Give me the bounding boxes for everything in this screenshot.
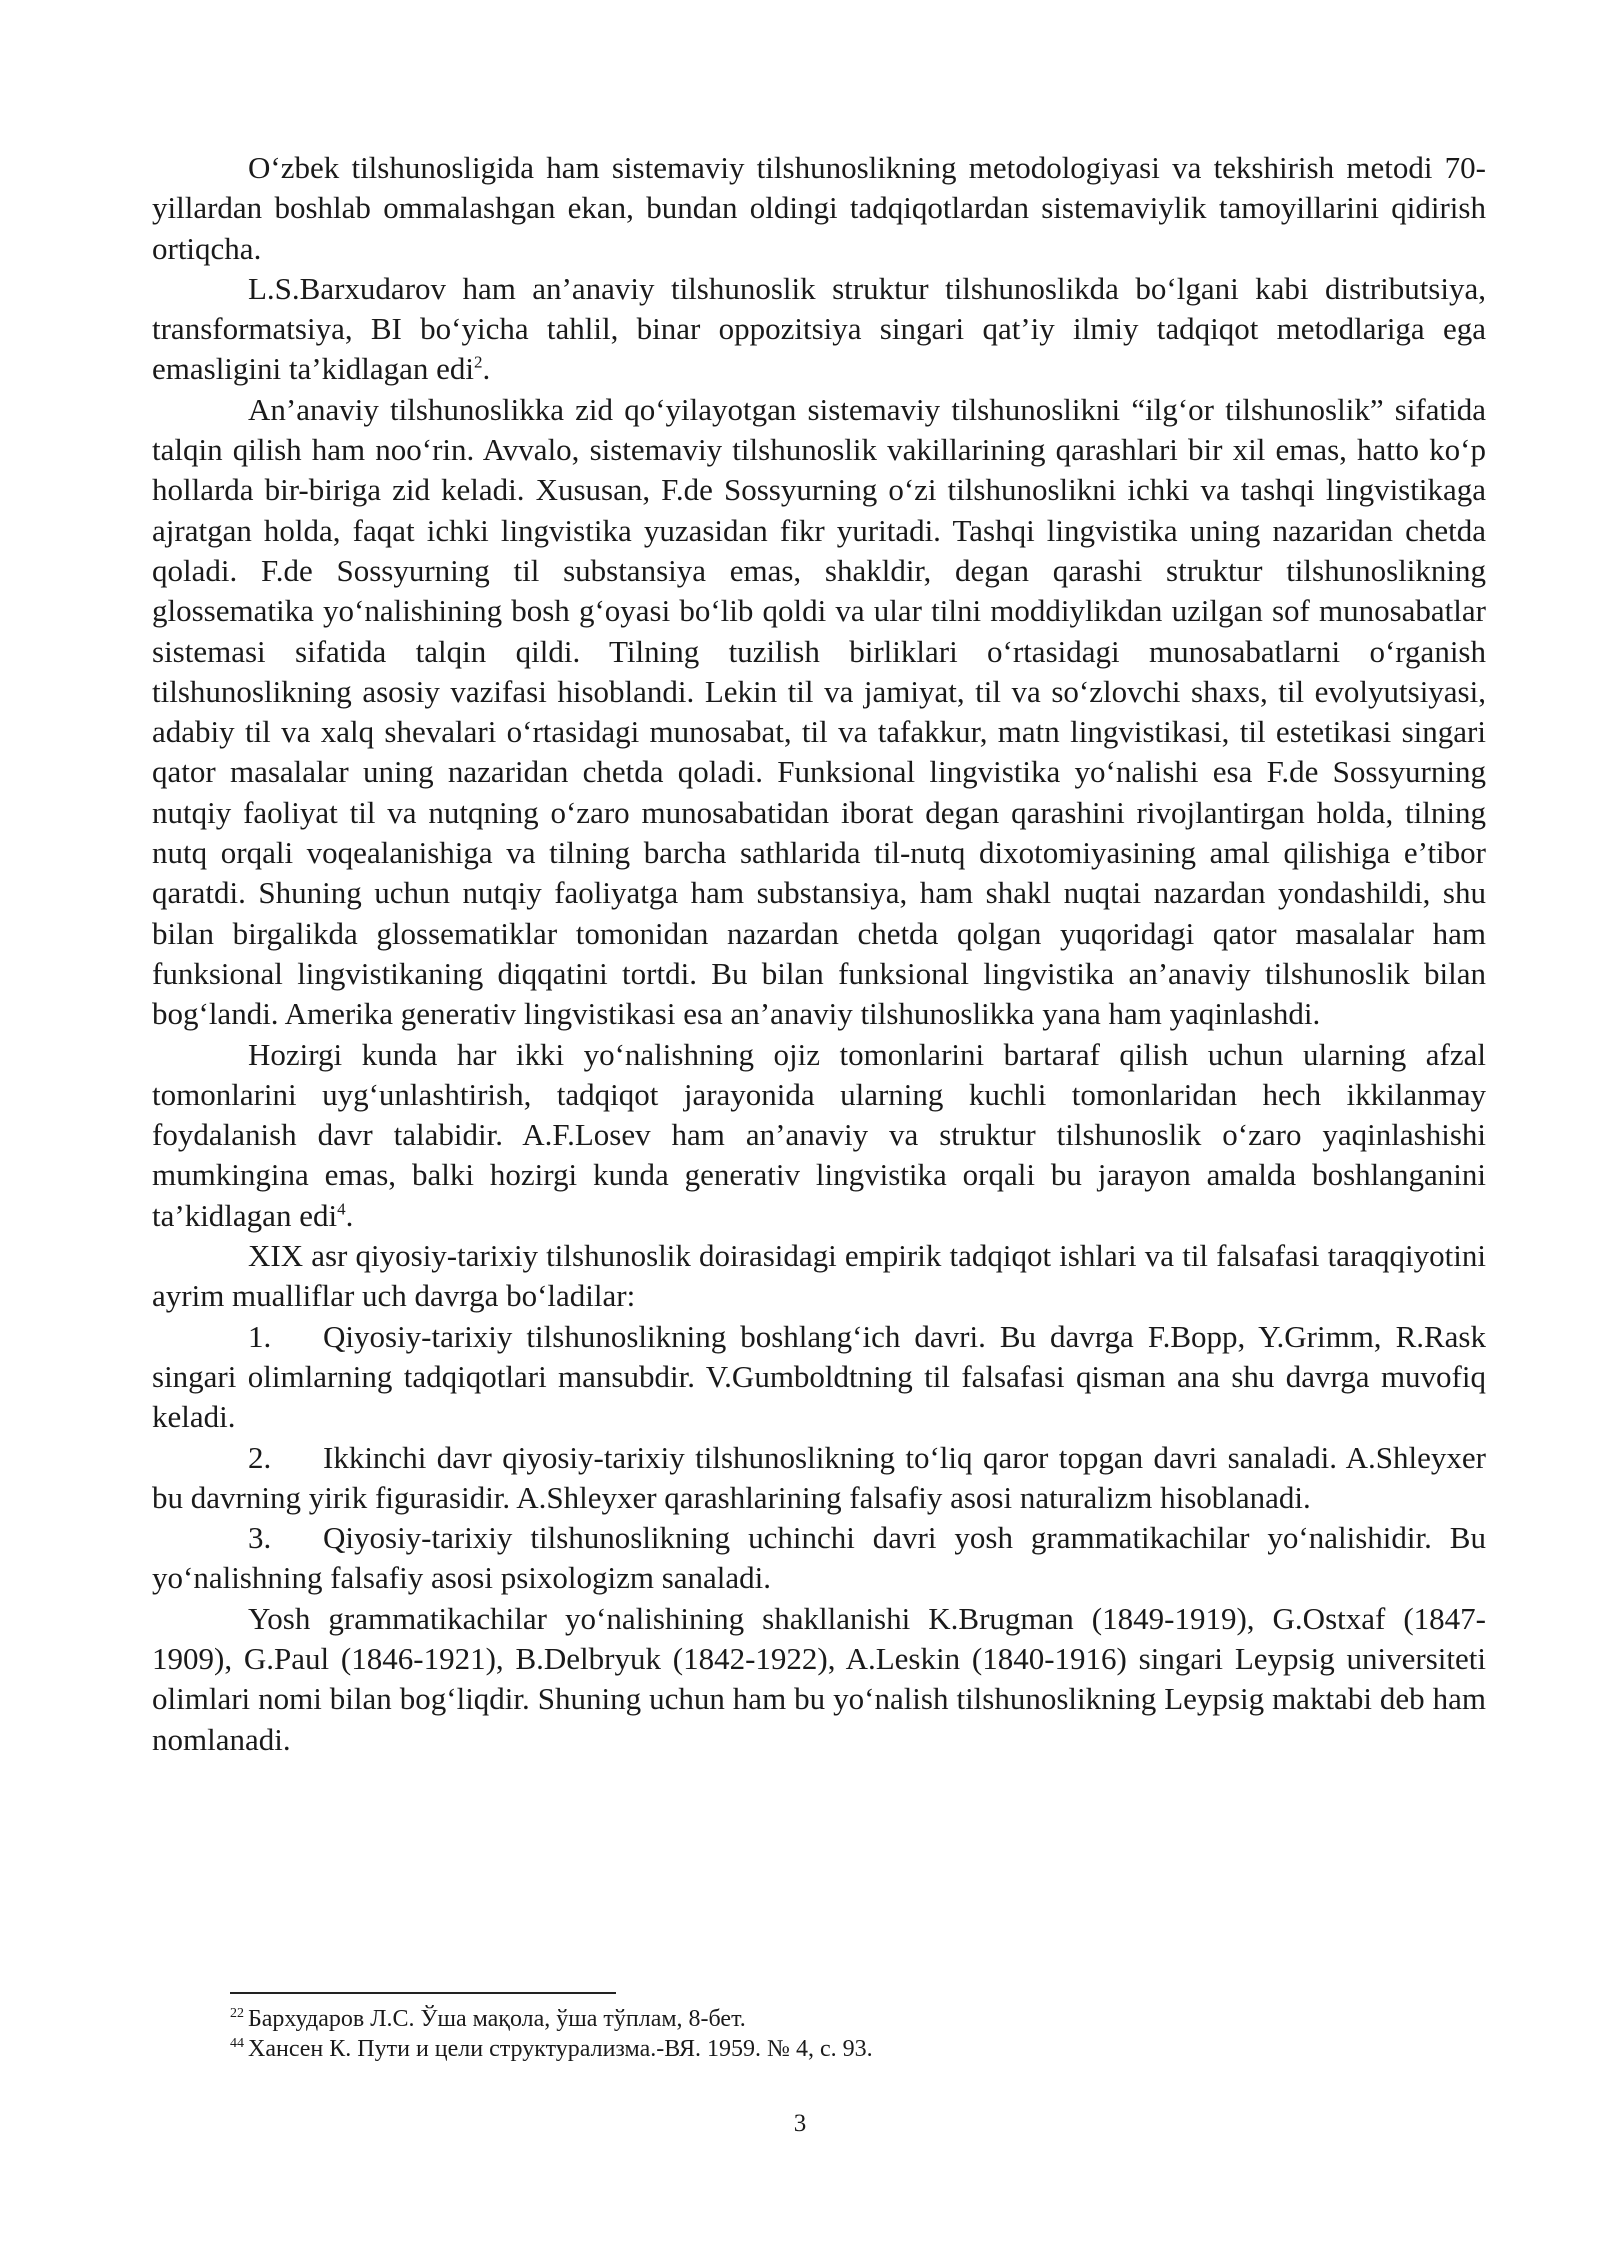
footnote-reference-4: 4 bbox=[337, 1199, 346, 1219]
footnote-1-mark: 22 bbox=[230, 2006, 244, 2021]
paragraph-2-text: L.S.Barxudarov ham an’anaviy tilshunoslik struktur tilshunoslikda bo‘lgani kabi distributsiya, transformatsiya, BI bo‘yicha tahlil, binar oppozitsiya singari qat’iy ilmiy tadqiqot metodlariga ega emasligini ta’kidlagan edi bbox=[152, 270, 1486, 387]
footnote-2-mark: 44 bbox=[230, 2036, 244, 2051]
list-item-3-text: Qiyosiy-tarixiy tilshunoslikning uchinchi davri yosh grammatikachilar yo‘nalishidir. Bu yo‘nalishning falsafiy asosi psixologizm sanaladi. bbox=[152, 1520, 1486, 1596]
paragraph-1 bbox=[152, 148, 1486, 269]
paragraph-4-text: Hozirgi kunda har ikki yo‘nalishning ojiz tomonlarini bartaraf qilish uchun ularning afzal tomonlarini uyg‘unlashtirish, tadqiqot jarayonida ularning kuchli tomonlaridan hech ikkilanmay foydalanish davr talabidir. A.F.Losev ham an’anaviy va struktur tilshunoslik o‘zaro yaqinlashishi mumkingina emas, balki hozirgi kunda generativ lingvistika orqali bu jarayon amalda boshlanganini ta’kidlagan edi bbox=[152, 1036, 1486, 1233]
footnote-1 bbox=[230, 2004, 1480, 2034]
page-number: 3 bbox=[793, 2110, 807, 2137]
list-item-2 bbox=[152, 1438, 1486, 1519]
list-number-1: 1. bbox=[248, 1318, 272, 1354]
footnote-2 bbox=[230, 2034, 1480, 2064]
paragraph-5-text: XIX asr qiyosiy-tarixiy tilshunoslik doirasidagi empirik tadqiqot ishlari va til falsafasi taraqqiyotini ayrim mualliflar uch davrga bo‘ladilar: bbox=[152, 1238, 1486, 1314]
footnote-2-text: Хансен К. Пути и цели структурализма.-ВЯ. 1959. № 4, с. 93. bbox=[248, 2036, 873, 2062]
list-number-3: 3. bbox=[248, 1520, 272, 1556]
list-item-1 bbox=[152, 1317, 1486, 1438]
paragraph-5 bbox=[152, 1236, 1486, 1317]
paragraph-2-punctuation: . bbox=[482, 351, 491, 387]
footnote-reference-2: 2 bbox=[473, 353, 483, 373]
paragraph-4 bbox=[152, 1035, 1486, 1236]
list-item-3 bbox=[152, 1518, 1486, 1599]
closing-paragraph-text: Yosh grammatikachilar yo‘nalishining shakllanishi K.Brugman (1849-1919), G.Ostxaf (1847-1909), G.Paul (1846-1921), B.Delbryuk (1842-1922), A.Leskin (1840-1916) singari Leypsig universiteti olimlari nomi bilan bog‘liqdir. Shuning uchun ham bu yo‘nalish tilshunoslikning Leypsig maktabi deb ham nomlanadi. bbox=[152, 1600, 1486, 1757]
footnotes bbox=[230, 2004, 1480, 2064]
paragraph-3 bbox=[152, 390, 1486, 1035]
paragraph-4-punctuation: . bbox=[345, 1197, 354, 1233]
footnote-divider bbox=[230, 1992, 616, 1994]
list-item-1-text: Qiyosiy-tarixiy tilshunoslikning boshlang‘ich davri. Bu davrga F.Bopp, Y.Grimm, R.Rask singari olimlarning tadqiqotlari mansubdir. V.Gumboldtning til falsafasi qisman ana shu davrga muvofiq keladi. bbox=[152, 1318, 1486, 1435]
list-number-2: 2. bbox=[248, 1439, 272, 1475]
page-body bbox=[152, 148, 1486, 1760]
footnote-1-text: Бархударов Л.С. Ўша мақола, ўша тўплам, 8-бет. bbox=[248, 2006, 746, 2032]
paragraph-1-text: O‘zbek tilshunosligida ham sistemaviy tilshunoslikning metodologiyasi va tekshirish metodi 70-yillardan boshlab ommalashgan ekan, bundan oldingi tadqiqotlardan sistemaviylik tamoyillarini qidirish ortiqcha. bbox=[152, 150, 1486, 266]
paragraph-3-text: An’anaviy tilshunoslikka zid qo‘yilayotgan sistemaviy tilshunoslikni “ilg‘or tilshunoslik” sifatida talqin qilish ham noo‘rin. Avvalo, sistemaviy tilshunoslik vakillarining qarashlari bir xil emas, hatto ko‘p hollarda bir-biriga zid keladi. Xususan, F.de Sossyurning o‘zi tilshunoslikni ichki va tashqi lingvistikaga ajratgan holda, faqat ichki lingvistika yuzasidan fikr yuritadi. Tashqi lingvistika uning nazaridan chetda qoladi. F.de Sossyurning til substansiya emas, shakldir, degan qarashi struktur tilshunoslikning glossematika yo‘nalishining bosh g‘oyasi bo‘lib qoldi va ular tilni moddiylikdan uzilgan sof munosabatlar sistemasi sifatida talqin qildi. Tilning tuzilish birliklari o‘rtasidagi munosabatlarni o‘rganish tilshunoslikning asosiy vazifasi hisoblandi. Lekin til va jamiyat, til va so‘zlovchi shaxs, til evolyutsiyasi, adabiy til va xalq shevalari o‘rtasidagi munosabat, til va tafakkur, matn lingvistikasi, til estetikasi singari qator masalalar uning nazaridan chetda qoladi. Funksional lingvistika yo‘nalishi esa F.de Sossyurning nutqiy faoliyat til va nutqning o‘zaro munosabatidan iborat degan qarashini rivojlantirgan holda, tilning nutq orqali voqealanishiga va tilning barcha sathlarida til-nutq dixotomiyasining amal qilishiga e’tibor qaratdi. Shuning uchun nutqiy faoliyatga ham substansiya, ham shakl nuqtai nazardan yondashildi, shu bilan birgalikda glossematiklar tomonidan nazardan chetda qolgan yuqoridagi qator masalalar ham funksional lingvistikaning diqqatini tortdi. Bu bilan funksional lingvistika an’anaviy tilshunoslik bilan bog‘landi. Amerika generativ lingvistikasi esa an’anaviy tilshunoslikka yana ham yaqinlashdi. bbox=[152, 391, 1486, 1032]
list-item-2-text: Ikkinchi davr qiyosiy-tarixiy tilshunoslikning to‘liq qaror topgan davri sanaladi. A.Shleyxer bu davrning yirik figurasidir. A.Shleyxer qarashlarining falsafiy asosi naturalizm hisoblanadi. bbox=[152, 1439, 1486, 1515]
paragraph-2 bbox=[152, 269, 1486, 390]
closing-paragraph bbox=[152, 1599, 1486, 1760]
